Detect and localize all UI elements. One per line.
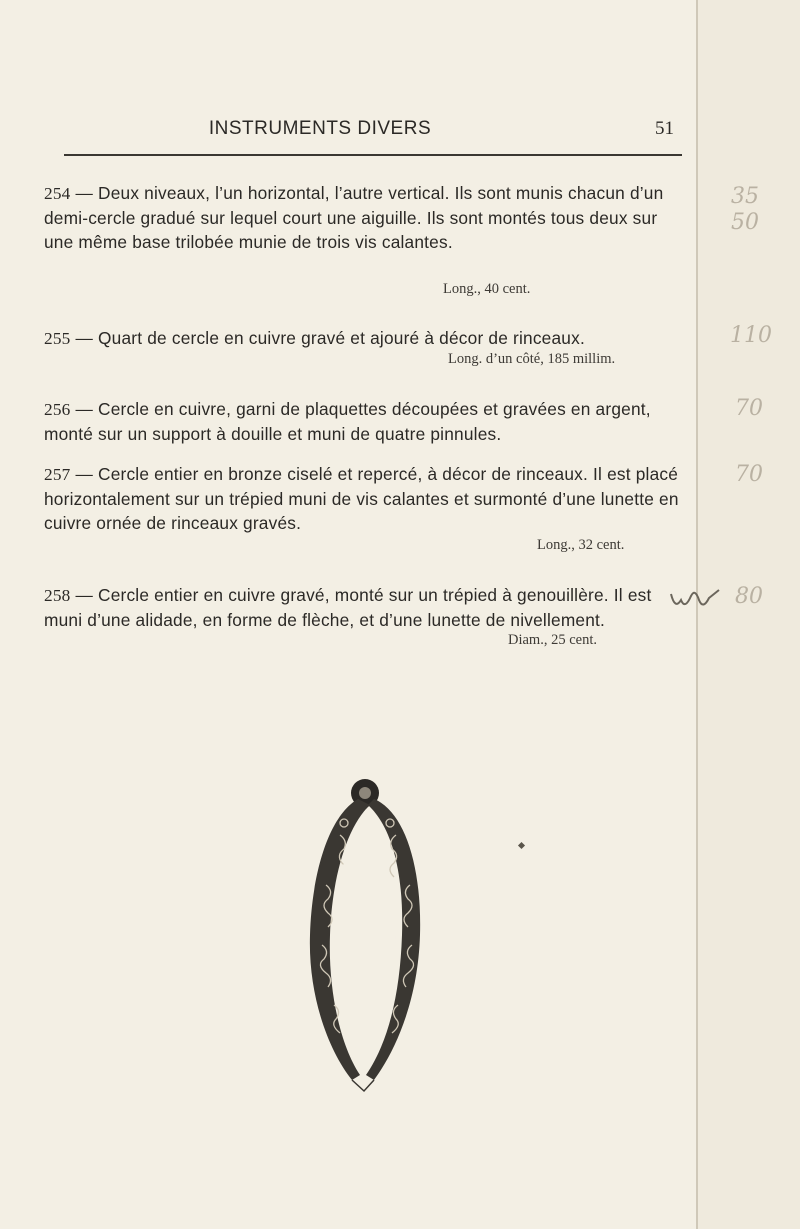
entry-number: 254 [44, 184, 71, 203]
margin-price-note: 50 [731, 210, 759, 235]
entry-text: — Quart de cercle en cuivre gravé et ajouré à décor de rinceaux. [70, 328, 585, 348]
entry-text: — Cercle en cuivre, garni de plaquettes découpées et gravées en argent, monté sur un support à douille et muni de quatre pinnules. [44, 399, 651, 444]
entry-dimensions: Long., 32 cent. [537, 537, 625, 553]
page-number: 51 [655, 118, 674, 139]
running-head: INSTRUMENTS DIVERS [208, 118, 432, 139]
catalog-entry-258 [44, 583, 684, 632]
entry-text: — Cercle entier en cuivre gravé, monté sur un trépied à genouillère. Il est muni d’une alidade, en forme de flèche, et d’une lunette de nivellement. [44, 585, 652, 630]
header-rule [64, 154, 682, 156]
catalog-entry-254 [44, 181, 684, 254]
handwritten-mark [665, 580, 725, 620]
catalog-entry-257 [44, 462, 684, 535]
margin-price-note: 110 [730, 323, 772, 348]
margin-price-note: 35 [731, 184, 759, 209]
entry-number: 257 [44, 465, 71, 484]
margin-price-note: 70 [735, 396, 763, 421]
entry-number: 255 [44, 329, 71, 348]
margin-price-note: 80 [735, 584, 763, 609]
entry-number: 258 [44, 586, 71, 605]
catalog-entry-255 [44, 326, 684, 351]
ink-speck [518, 842, 525, 849]
entry-number: 256 [44, 400, 71, 419]
entry-dimensions: Diam., 25 cent. [508, 632, 597, 648]
entry-text: — Deux niveaux, l’un horizontal, l’autre vertical. Ils sont munis chacun d’un demi-cercle gradué sur lequel court une aiguille. Ils sont montés tous deux sur une même base trilobée munie de trois vis calantes. [44, 183, 664, 252]
entry-dimensions: Long., 40 cent. [443, 281, 531, 297]
instrument-illustration [300, 775, 460, 1095]
compass-instrument-engraving [300, 775, 460, 1095]
margin-price-note: 70 [735, 462, 763, 487]
entry-text: — Cercle entier en bronze ciselé et repercé, à décor de rinceaux. Il est placé horizontalement sur un trépied muni de vis calantes et surmonté d’une lunette en cuivre ornée de rinceaux gravés. [44, 464, 679, 533]
catalog-entry-256 [44, 397, 684, 446]
entry-dimensions: Long. d’un côté, 185 millim. [448, 351, 616, 367]
